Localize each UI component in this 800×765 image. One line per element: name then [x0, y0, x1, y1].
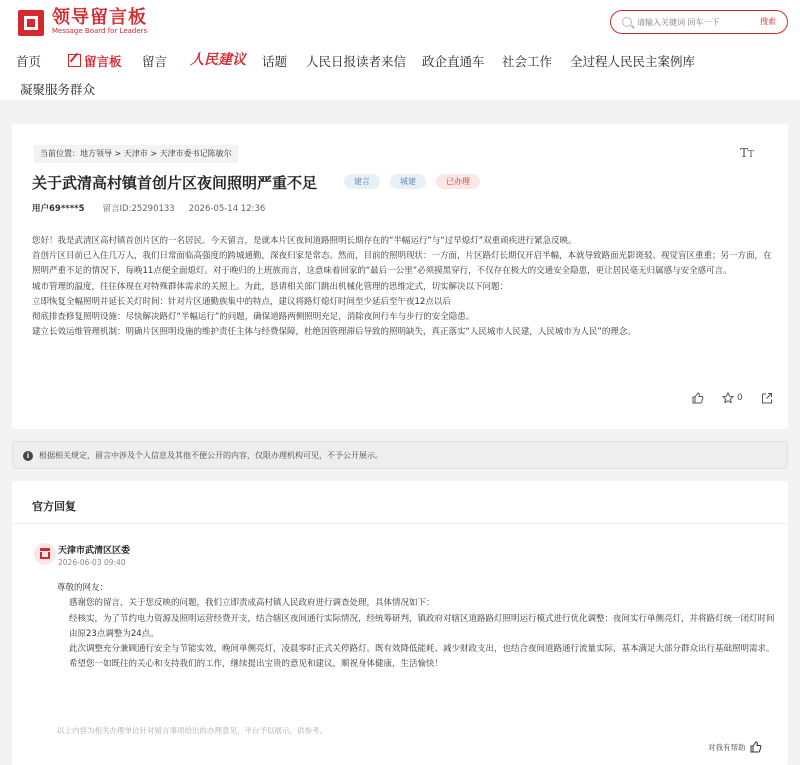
- breadcrumb: 当前位置：地方领导 > 天津市 > 天津市委书记陈敏尔: [34, 145, 238, 163]
- message-actions: [692, 392, 773, 404]
- helpful-label: 对我有帮助: [708, 742, 746, 752]
- reply-paragraph: 经核实，为了节约电力资源及照明运营经费开支，结合辖区夜间通行实际情况，经统筹研判，镇政府对辖区道路路灯照明运行模式进行优化调整：夜间实行单侧亮灯，并将路灯统一闭灯时间由原23点调整为24点。: [69, 613, 775, 639]
- message-content: [32, 234, 772, 340]
- favorite-count: 0: [737, 393, 743, 403]
- tag-suggestion: 建言: [344, 174, 380, 189]
- privacy-notice-text: 根据相关规定，留言中涉及个人信息及其他不便公开的内容，仅限办理机构可见，不予公开展示。: [39, 451, 383, 460]
- message-paragraph: 建立长效运维管理机制：明确片区照明设施的维护责任主体与经费保障，杜绝因管理滞后导致的照明缺失，真正落实“人民城市人民建，人民城市为人民”的理念。: [32, 327, 636, 338]
- logo-title: 领导留言板: [52, 7, 147, 28]
- nav-serve-masses[interactable]: 凝聚服务群众: [20, 82, 96, 97]
- info-icon: i: [23, 451, 33, 461]
- message-id: 留言ID:25290133: [102, 204, 175, 214]
- message-user: 用户69****5: [32, 204, 85, 214]
- nav-message[interactable]: 留言: [142, 54, 168, 69]
- breadcrumb-item[interactable]: 天津市: [123, 149, 148, 158]
- reply-footnote: 以上内容为相关办理单位针对留言事项给出的办理意见，平台予以展示，供参考。: [57, 726, 327, 735]
- like-icon[interactable]: [692, 392, 704, 404]
- search-input[interactable]: [637, 14, 747, 30]
- message-paragraph: 您好！我是武清区高村镇首创片区的一名居民。今天留言，是就本片区夜间道路照明长期存在的“半幅运行”与“过早熄灯”双重顽疾进行紧急反映。: [32, 236, 577, 246]
- reply-content: [57, 581, 777, 673]
- official-reply-card: [12, 481, 788, 765]
- reply-paragraph: 此次调整充分兼顾通行安全与节能实效，晚间单侧亮灯，凌晨零时正式关停路灯。既有效降低能耗、减少财政支出，也结合夜间道路通行流量实际，基本满足大部分群众出行基础照明需求。: [69, 644, 775, 655]
- message-paragraph: 彻底排查修复照明设施：尽快解决路灯“半幅运行”的问题，确保道路两侧照明充足，消除夜间行车与步行的安全隐患。: [32, 312, 475, 323]
- logo-subtitle: Message Board for Leaders: [52, 27, 148, 35]
- message-datetime: 2026-05-14 12:36: [188, 204, 266, 214]
- reply-paragraph: 感谢您的留言，关于您反映的问题，我们立即责成高村镇人民政府进行调查处理，具体情况如下：: [69, 598, 435, 609]
- reply-org-name: 天津市武清区区委: [58, 546, 131, 556]
- logo-mark-icon: [18, 10, 44, 36]
- reply-datetime: 2026-06-03 09:40: [58, 558, 126, 567]
- search-box: [610, 10, 788, 34]
- nav-people-suggestion[interactable]: 人民建议: [190, 52, 246, 68]
- nav-home[interactable]: 首页: [16, 54, 42, 69]
- government-building-icon: [34, 543, 56, 565]
- nav-readers-letters[interactable]: 人民日报读者来信: [306, 54, 407, 69]
- nav-message-board-label: 留言板: [84, 54, 122, 69]
- message-paragraph: 首创片区目前已入住几万人，我们日常面临高强度的跨城通勤，深夜归家是常态。然而，目前的照明现状：一方面，片区路灯长期仅开启半幅，本就导致路面光影斑驳、视觉盲区重重；另一方面，在照明严重不足的情况下，每晚11点便全面熄灯。对于晚归的上班族而言，这意味着回家的“最后一公里”必须摸黑穿行，不仅存在极大的交通安全隐患，更让居民毫无归属感与安全感可言。: [32, 251, 772, 277]
- message-paragraph: 城市管理的温度，往往体现在对特殊群体需求的关照上。为此，恳请相关部门跳出机械化管理的思维定式，切实解决以下问题：: [32, 281, 509, 292]
- reply-heading: 官方回复: [32, 500, 76, 513]
- share-icon[interactable]: [761, 392, 773, 404]
- privacy-notice: [12, 441, 788, 469]
- site-logo[interactable]: [18, 9, 147, 36]
- font-size-icon[interactable]: TT: [740, 146, 755, 160]
- reply-paragraph: 希望您一如既往的关心和支持我们的工作，继续提出宝贵的意见和建议，顺祝身体健康，生活愉快！: [69, 659, 444, 670]
- thumbs-up-icon: [750, 741, 762, 753]
- helpful-button[interactable]: [708, 741, 762, 753]
- top-header: [0, 0, 800, 100]
- divider: [12, 523, 788, 524]
- star-icon[interactable]: [722, 392, 734, 404]
- message-meta: [32, 202, 265, 214]
- reply-greeting: 尊敬的网友：: [57, 583, 109, 593]
- status-badge: 已办理: [436, 174, 480, 189]
- tag-urban-construction: 城建: [390, 174, 426, 189]
- search-icon: [622, 17, 632, 27]
- message-title: 关于武清高村镇首创片区夜间照明严重不足: [32, 174, 318, 192]
- breadcrumb-item[interactable]: 天津市委书记陈敏尔: [159, 149, 232, 158]
- nav-democracy-cases[interactable]: 全过程人民民主案例库: [570, 54, 696, 69]
- nav-social-work[interactable]: 社会工作: [502, 54, 553, 69]
- message-paragraph: 立即恢复全幅照明并延长关灯时间：针对片区通勤族集中的特点，建议将路灯熄灯时间至少延后至午夜12点以后: [32, 296, 451, 307]
- search-button[interactable]: 搜索: [760, 17, 776, 26]
- pen-icon: [68, 54, 81, 67]
- nav-gov-enterprise[interactable]: 政企直通车: [422, 54, 485, 69]
- breadcrumb-item[interactable]: 地方领导: [80, 149, 112, 158]
- message-card: [12, 124, 788, 429]
- breadcrumb-prefix: 当前位置：: [40, 149, 80, 158]
- nav-message-board[interactable]: [68, 52, 122, 70]
- nav-topics[interactable]: 话题: [262, 54, 288, 69]
